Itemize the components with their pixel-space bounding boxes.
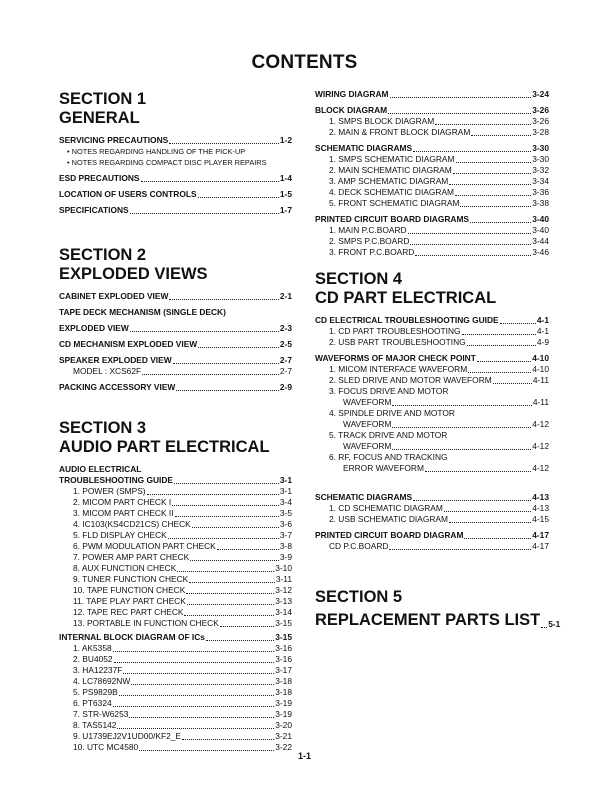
- toc-tape-deck-heading: TAPE DECK MECHANISM (SINGLE DECK): [59, 307, 226, 317]
- toc-model[interactable]: MODEL : XCS62F 2-7: [73, 366, 292, 376]
- section-1-name: GENERAL: [59, 109, 140, 127]
- toc-cd-trouble-item[interactable]: 2. USB PART TROUBLESHOOTING 4-9: [329, 337, 549, 347]
- toc-cd-schematic-item[interactable]: 1. CD SCHEMATIC DIAGRAM 4-13: [329, 503, 549, 513]
- toc-troubleshooting-item[interactable]: 13. PORTABLE IN FUNCTION CHECK 3-15: [73, 618, 292, 628]
- cd-pcb-list: [315, 541, 549, 552]
- right-column: [315, 89, 561, 630]
- toc-waveforms[interactable]: WAVEFORMS OF MAJOR CHECK POINT 4-10: [315, 353, 549, 363]
- toc-waveform-item-line: 5. TRACK DRIVE AND MOTOR: [329, 430, 448, 440]
- toc-schematic-diagrams[interactable]: SCHEMATIC DIAGRAMS 3-30: [315, 143, 549, 153]
- section-3-number: SECTION 3: [59, 419, 147, 437]
- toc-ic-item[interactable]: 9. U1739EJ2V1UD00/KF2_E 3-21: [73, 731, 292, 741]
- toc-ic-item[interactable]: 7. STR-W6253 3-19: [73, 709, 292, 719]
- toc-troubleshooting-item[interactable]: 2. MICOM PART CHECK I 3-4: [73, 497, 292, 507]
- cd-troubleshooting-list: [315, 326, 549, 348]
- toc-block-diagram[interactable]: BLOCK DIAGRAM 3-26: [315, 105, 549, 115]
- toc-cd-trouble-item[interactable]: 1. CD PART TROUBLESHOOTING 4-1: [329, 326, 549, 336]
- toc-troubleshooting-item[interactable]: 12. TAPE REC PART CHECK 3-14: [73, 607, 292, 617]
- toc-waveform-item[interactable]: WAVEFORM 4-12: [343, 441, 549, 451]
- toc-ic-item[interactable]: 8. TAS5142 3-20: [73, 720, 292, 730]
- toc-schematic-item[interactable]: 5. FRONT SCHEMATIC DIAGRAM 3-38: [329, 198, 549, 208]
- toc-ic-item[interactable]: 1. AK5358 3-16: [73, 643, 292, 653]
- toc-exploded-view[interactable]: EXPLODED VIEW 2-3: [59, 323, 292, 333]
- section-4-number: SECTION 4: [315, 270, 403, 288]
- toc-troubleshooting-item[interactable]: 8. AUX FUNCTION CHECK 3-10: [73, 563, 292, 573]
- toc-cd-pcb[interactable]: PRINTED CIRCUIT BOARD DIAGRAM 4-17: [315, 530, 549, 540]
- toc-pcb-item[interactable]: 1. MAIN P.C.BOARD 3-40: [329, 225, 549, 235]
- toc-internal-block[interactable]: INTERNAL BLOCK DIAGRAM OF ICs 3-15: [59, 632, 292, 642]
- toc-ic-item[interactable]: 2. BU4052 3-16: [73, 654, 292, 664]
- toc-block-item[interactable]: 1. SMPS BLOCK DIAGRAM 3-26: [329, 116, 549, 126]
- toc-waveform-item[interactable]: WAVEFORM 4-11: [343, 397, 549, 407]
- toc-waveform-item-line: 6. RF, FOCUS AND TRACKING: [329, 452, 448, 462]
- section-3-name: AUDIO PART ELECTRICAL: [59, 438, 270, 456]
- section-2: [59, 246, 292, 393]
- pcb-list: [315, 225, 549, 258]
- toc-troubleshooting-item[interactable]: 6. PWM MODULATION PART CHECK 3-8: [73, 541, 292, 551]
- toc-pcb-diagrams[interactable]: PRINTED CIRCUIT BOARD DIAGRAMS 3-40: [315, 214, 549, 224]
- toc-esd-precautions[interactable]: ESD PRECAUTIONS 1-4: [59, 173, 292, 183]
- toc-wiring-diagram[interactable]: WIRING DIAGRAM 3-24: [315, 89, 549, 99]
- ic-list: [59, 643, 292, 753]
- toc-ic-item[interactable]: 6. PT6324 3-19: [73, 698, 292, 708]
- toc-pcb-item[interactable]: 3. FRONT P.C.BOARD 3-46: [329, 247, 549, 257]
- section-2-name: EXPLODED VIEWS: [59, 265, 208, 283]
- toc-waveform-item[interactable]: ERROR WAVEFORM 4-12: [343, 463, 549, 473]
- left-column: [59, 90, 292, 753]
- toc-schematic-item[interactable]: 1. SMPS SCHEMATIC DIAGRAM 3-30: [329, 154, 549, 164]
- toc-troubleshooting-item[interactable]: 10. TAPE FUNCTION CHECK 3-12: [73, 585, 292, 595]
- toc-ic-item[interactable]: 3. HA12237F 3-17: [73, 665, 292, 675]
- toc-ic-item[interactable]: 5. PS9829B 3-18: [73, 687, 292, 697]
- toc-note-pickup: • NOTES REGARDING HANDLING OF THE PICK-UP: [67, 147, 246, 156]
- toc-troubleshooting-item[interactable]: 9. TUNER FUNCTION CHECK 3-11: [73, 574, 292, 584]
- schematic-list: [315, 154, 549, 209]
- toc-servicing-precautions[interactable]: SERVICING PRECAUTIONS 1-2: [59, 135, 292, 145]
- toc-waveform-item-line: 3. FOCUS DRIVE AND MOTOR: [329, 386, 449, 396]
- toc-schematic-item[interactable]: 4. DECK SCHEMATIC DIAGRAM 3-36: [329, 187, 549, 197]
- toc-audio-electrical-heading: AUDIO ELECTRICAL: [59, 464, 142, 474]
- toc-cd-pcb-item[interactable]: CD P.C.BOARD 4-17: [329, 541, 549, 551]
- section-4-name: CD PART ELECTRICAL: [315, 289, 497, 307]
- section-1-number: SECTION 1: [59, 90, 147, 108]
- toc-troubleshooting-item[interactable]: 4. IC103(KS4CD21CS) CHECK 3-6: [73, 519, 292, 529]
- page-number: 1-1: [297, 751, 311, 761]
- toc-pcb-item[interactable]: 2. SMPS P.C.BOARD 3-44: [329, 236, 549, 246]
- toc-waveform-item[interactable]: 2. SLED DRIVE AND MOTOR WAVEFORM 4-11: [329, 375, 549, 385]
- toc-schematic-item[interactable]: 3. AMP SCHEMATIC DIAGRAM 3-34: [329, 176, 549, 186]
- cd-schematic-list: [315, 503, 549, 525]
- section-4: [315, 270, 549, 552]
- toc-waveform-item[interactable]: WAVEFORM 4-12: [343, 419, 549, 429]
- section-2-number: SECTION 2: [59, 246, 147, 264]
- toc-troubleshooting-item[interactable]: 3. MICOM PART CHECK II 3-5: [73, 508, 292, 518]
- toc-cd-schematic-item[interactable]: 2. USB SCHEMATIC DIAGRAM 4-15: [329, 514, 549, 524]
- toc-replacement-parts[interactable]: REPLACEMENT PARTS LIST 5-1: [315, 611, 561, 629]
- toc-troubleshooting-guide[interactable]: TROUBLESHOOTING GUIDE 3-1: [59, 475, 292, 485]
- block-list: [315, 116, 549, 138]
- toc-schematic-item[interactable]: 2. MAIN SCHEMATIC DIAGRAM 3-32: [329, 165, 549, 175]
- waveform-list: [315, 364, 549, 474]
- toc-speaker-exploded[interactable]: SPEAKER EXPLODED VIEW 2-7: [59, 355, 292, 365]
- toc-troubleshooting-item[interactable]: 5. FLD DISPLAY CHECK 3-7: [73, 530, 292, 540]
- toc-troubleshooting-item[interactable]: 7. POWER AMP PART CHECK 3-9: [73, 552, 292, 562]
- section-5-number: SECTION 5: [315, 588, 403, 606]
- toc-block-item[interactable]: 2. MAIN & FRONT BLOCK DIAGRAM 3-28: [329, 127, 549, 137]
- toc-cd-troubleshooting[interactable]: CD ELECTRICAL TROUBLESHOOTING GUIDE 4-1: [315, 315, 549, 325]
- toc-specifications[interactable]: SPECIFICATIONS 1-7: [59, 205, 292, 215]
- section-3: [59, 419, 292, 753]
- toc-packing-accessory[interactable]: PACKING ACCESSORY VIEW 2-9: [59, 382, 292, 392]
- toc-ic-item[interactable]: 10. UTC MC4580 3-22: [73, 742, 292, 752]
- toc-ic-item[interactable]: 4. LC78692NW 3-18: [73, 676, 292, 686]
- toc-waveform-item-line: 4. SPINDLE DRIVE AND MOTOR: [329, 408, 455, 418]
- toc-troubleshooting-item[interactable]: 11. TAPE PLAY PART CHECK 3-13: [73, 596, 292, 606]
- section-1: [59, 90, 292, 216]
- toc-waveform-item[interactable]: 1. MICOM INTERFACE WAVEFORM 4-10: [329, 364, 549, 374]
- toc-cd-schematic[interactable]: SCHEMATIC DIAGRAMS 4-13: [315, 492, 549, 502]
- toc-cd-mechanism[interactable]: CD MECHANISM EXPLODED VIEW 2-5: [59, 339, 292, 349]
- toc-location-controls[interactable]: LOCATION OF USERS CONTROLS 1-5: [59, 189, 292, 199]
- toc-cabinet-exploded[interactable]: CABINET EXPLODED VIEW 2-1: [59, 291, 292, 301]
- section-5: [315, 588, 561, 630]
- toc-note-cd-repairs: • NOTES REGARDING COMPACT DISC PLAYER REPAIRS: [67, 158, 267, 167]
- page-title: CONTENTS: [251, 52, 358, 73]
- toc-troubleshooting-item[interactable]: 1. POWER (SMPS) 3-1: [73, 486, 292, 496]
- troubleshooting-list: [59, 486, 292, 629]
